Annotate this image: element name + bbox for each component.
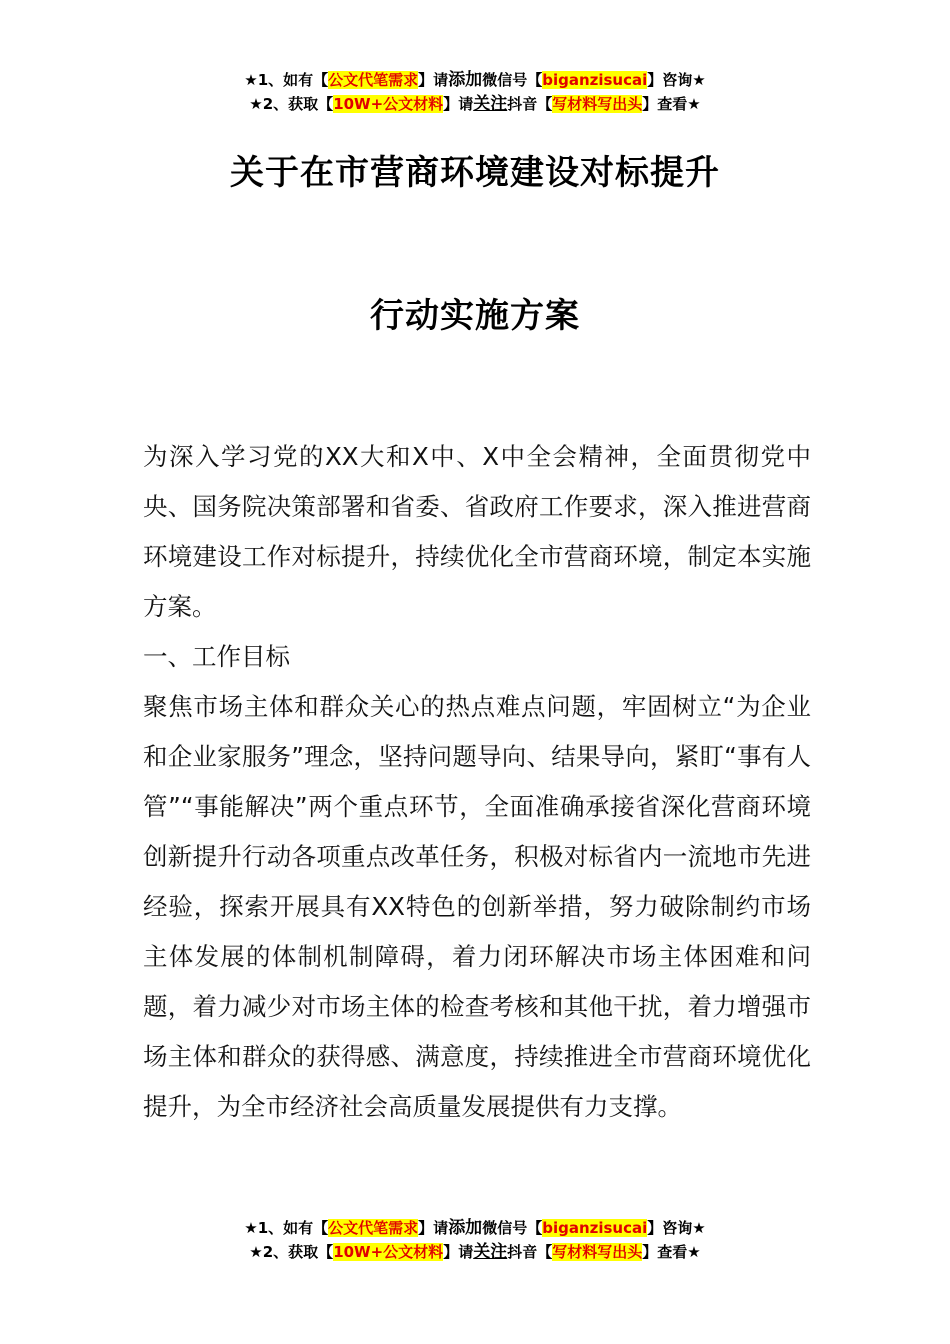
promo-highlight-writing-service: 公文代笔需求 (328, 71, 419, 89)
promo-line-1-suffix: 】咨询★ (647, 1219, 706, 1237)
promo-line-2-suffix: 】查看★ (642, 95, 701, 113)
promo-line-2-bottom (0, 1240, 950, 1264)
paragraph-intro: 为深入学习党的XX大和X中、X中全会精神，全面贯彻党中央、国务院决策部署和省委、省政府工作要求，深入推进营商环境建设工作对标提升，持续优化全市营商环境，制定本实施方案。 (143, 442, 811, 621)
promo-line-2-prefix: ★2、获取【 (249, 95, 334, 113)
paragraph-work-goals: 聚焦市场主体和群众关心的热点难点问题，牢固树立“为企业和企业家服务”理念，坚持问题导向、结果导向，紧盯“事有人管”“事能解决”两个重点环节，全面准确承接省深化营商环境创新提升行动各项重点改革任务，积极对标省内一流地市先进经验，探索开展具有XX特色的创新举措，努力破除制约市场主体发展的体制机制障碍，着力闭环解决市场主体困难和问题，着力减少对市场主体的检查考核和其他干扰，着力增强市场主体和群众的获得感、满意度，持续推进全市营商环境优化提升，为全市经济社会高质量发展提供有力支撑。 (143, 692, 811, 1121)
promo-line-1-mid: 】请 (418, 1219, 449, 1237)
promo-highlight-douyin-account: 写材料写出头 (552, 95, 643, 113)
promo-line-2-mid: 】请 (443, 95, 474, 113)
document-title-line-1: 关于在市营商环境建设对标提升 (230, 153, 720, 193)
promo-line-2-mid2: 抖音【 (507, 1243, 553, 1261)
promo-highlight-materials: 10W+公文材料 (333, 95, 444, 113)
promo-highlight-wechat-id: biganzisucai (542, 1219, 648, 1237)
promo-highlight-douyin-account: 写材料写出头 (552, 1243, 643, 1261)
promo-line-1-mid2: 微信号【 (482, 1219, 543, 1237)
promo-line-1-emphasis: 添加 (448, 70, 483, 90)
promo-highlight-wechat-id: biganzisucai (542, 71, 648, 89)
document-body (143, 432, 811, 1132)
promo-line-1-bottom (0, 1216, 950, 1240)
promo-line-2-suffix: 】查看★ (642, 1243, 701, 1261)
promo-highlight-writing-service: 公文代笔需求 (328, 1219, 419, 1237)
promo-line-1-prefix: ★1、如有【 (244, 1219, 329, 1237)
promo-line-1-mid2: 微信号【 (482, 71, 543, 89)
promo-line-2 (0, 92, 950, 116)
promo-highlight-materials: 10W+公文材料 (333, 1243, 444, 1261)
promo-line-1-suffix: 】咨询★ (647, 71, 706, 89)
promo-line-1 (0, 68, 950, 92)
promo-line-2-mid2: 抖音【 (507, 95, 553, 113)
promo-line-2-emphasis: 关注 (473, 94, 508, 114)
promo-line-1-prefix: ★1、如有【 (244, 71, 329, 89)
promo-line-1-emphasis: 添加 (448, 1218, 483, 1238)
promo-banner-bottom (0, 1216, 950, 1264)
promo-line-2-emphasis: 关注 (473, 1242, 508, 1262)
document-title-line-2: 行动实施方案 (370, 296, 580, 336)
promo-banner-top (0, 68, 950, 116)
promo-line-2-prefix: ★2、获取【 (249, 1243, 334, 1261)
section-heading-work-goals: 一、工作目标 (143, 642, 290, 671)
promo-line-2-mid: 】请 (443, 1243, 474, 1261)
promo-line-1-mid: 】请 (418, 71, 449, 89)
